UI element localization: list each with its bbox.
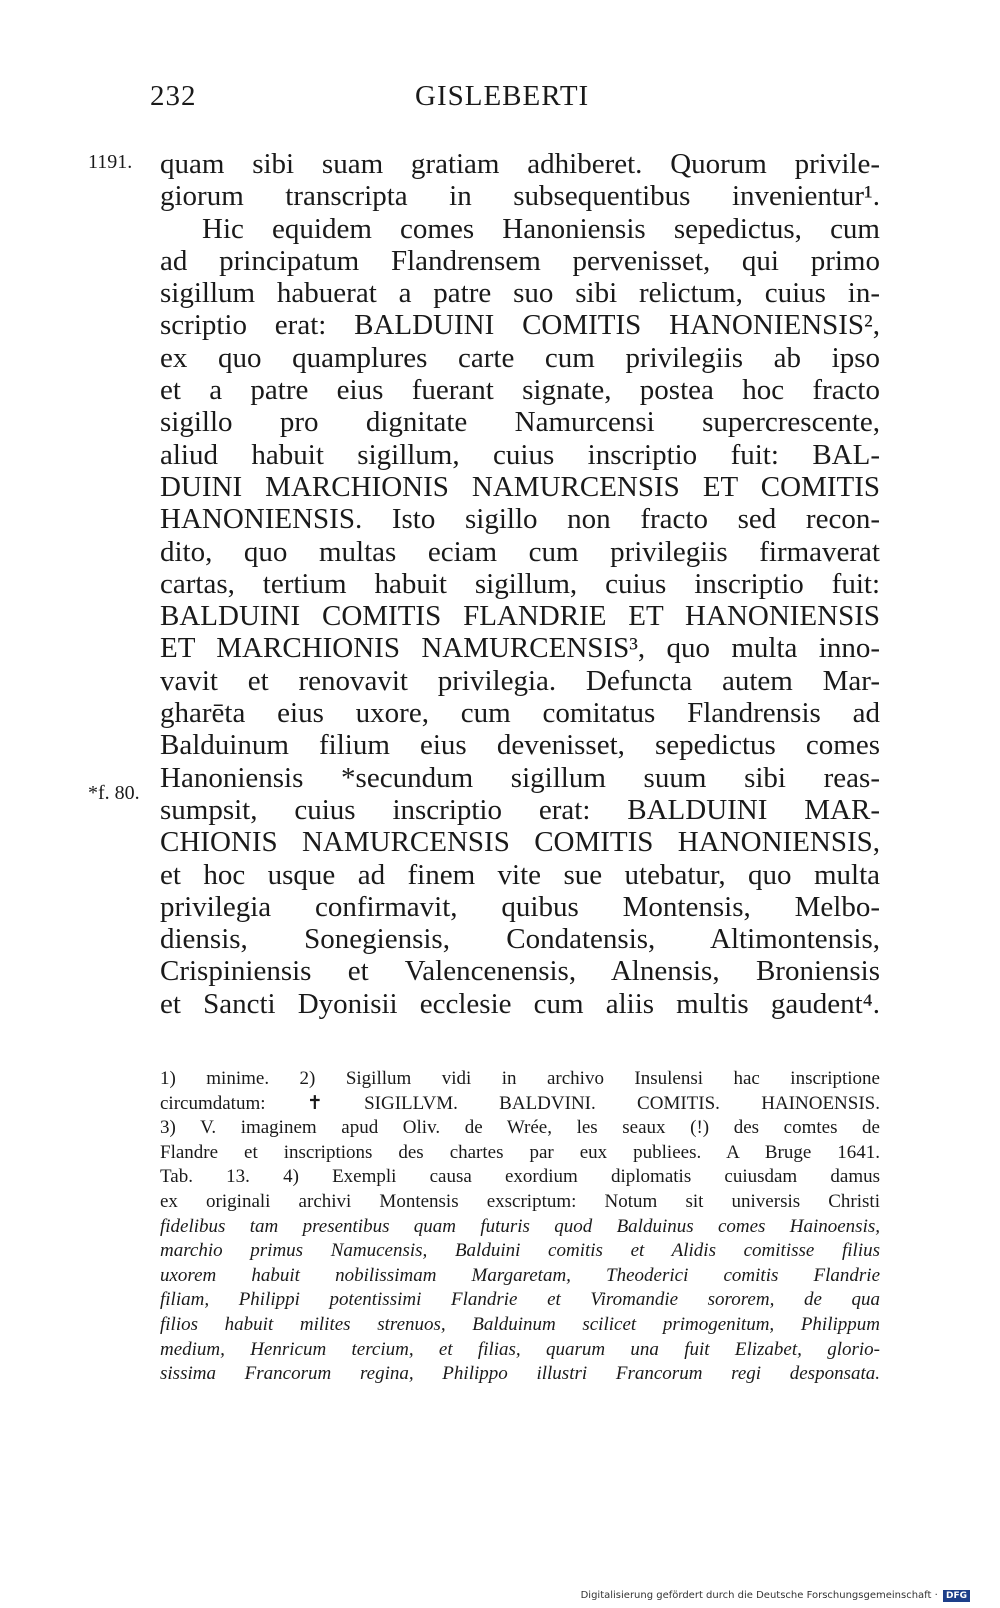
- text-line: BALDUINI COMITIS FLANDRIE ET HANONIENSIS: [160, 600, 880, 633]
- text-line: sumpsit, cuius inscriptio erat: BALDUINI MAR-: [160, 793, 880, 826]
- text-line: CHIONIS NAMURCENSIS COMITIS HANONIENSIS,: [160, 826, 880, 859]
- footnote-line: medium, Henricum tercium, et filias, quarum una fuit Elizabet, glorio-: [160, 1338, 880, 1360]
- text-line: scriptio erat: BALDUINI COMITIS HANONIENSIS²,: [160, 309, 880, 342]
- text-line: Balduinum filium eius devenisset, sepedictus comes: [160, 729, 880, 762]
- text-line: aliud habuit sigillum, cuius inscriptio fuit: BAL-: [160, 438, 880, 471]
- text-line: ex quo quamplures carte cum privilegiis ab ipso: [160, 341, 880, 374]
- text-line: cartas, tertium habuit sigillum, cuius inscriptio fuit:: [160, 567, 880, 600]
- text-line: diensis, Sonegiensis, Condatensis, Altimontensis,: [160, 923, 880, 956]
- text-line: sigillum habuerat a patre suo sibi relictum, cuius in-: [160, 277, 880, 310]
- text-line: ad principatum Flandrensem pervenisset, qui primo: [160, 244, 880, 277]
- text-line: dito, quo multas eciam cum privilegiis firmaverat: [160, 535, 880, 568]
- page-number: 232: [150, 80, 197, 112]
- running-title: GISLEBERTI: [415, 80, 590, 112]
- footnote-line: 3) V. imaginem apud Oliv. de Wrée, les seaux (!) des comtes de: [160, 1117, 880, 1139]
- margin-folio: *f. 80.: [88, 782, 140, 804]
- footnote-line: marchio primus Namucensis, Balduini comitis et Alidis comitisse filius: [160, 1240, 880, 1262]
- text-line: ET MARCHIONIS NAMURCENSIS³, quo multa inno-: [160, 632, 880, 665]
- text-line: et Sancti Dyonisii ecclesie cum aliis multis gaudent⁴.: [160, 987, 880, 1020]
- page-header: [0, 80, 1000, 120]
- footnote-line: circumdatum: ✝ SIGILLVM. BALDVINI. COMITIS. HAINOENSIS.: [160, 1092, 880, 1114]
- footnote-line: Flandre et inscriptions des chartes par eux publiees. A Bruge 1641.: [160, 1141, 880, 1163]
- footnote-line: uxorem habuit nobilissimam Margaretam, Theoderici comitis Flandrie: [160, 1264, 880, 1286]
- text-line: giorum transcripta in subsequentibus invenientur¹.: [160, 180, 880, 213]
- text-line: HANONIENSIS. Isto sigillo non fracto sed recon-: [160, 503, 880, 536]
- text-line: et a patre eius fuerant signate, postea hoc fracto: [160, 374, 880, 407]
- margin-year: 1191.: [88, 151, 133, 173]
- text-line: et hoc usque ad finem vite sue utebatur, quo multa: [160, 858, 880, 891]
- text-line: privilegia confirmavit, quibus Montensis, Melbo-: [160, 890, 880, 923]
- main-text: [160, 148, 880, 1020]
- text-line: Hic equidem comes Hanoniensis sepedictus, cum: [202, 212, 880, 245]
- text-line: DUINI MARCHIONIS NAMURCENSIS ET COMITIS: [160, 470, 880, 503]
- text-line: vavit et renovavit privilegia. Defuncta autem Mar-: [160, 664, 880, 697]
- footnotes: [160, 1067, 880, 1387]
- text-line: Hanoniensis *secundum sigillum suum sibi reas-: [160, 761, 880, 794]
- text-line: quam sibi suam gratiam adhiberet. Quorum privile-: [160, 148, 880, 180]
- footnote-line: 1) minime. 2) Sigillum vidi in archivo Insulensi hac inscriptione: [160, 1068, 880, 1089]
- footnote-line: ex originali archivi Montensis exscriptum: Notum sit universis Christi: [160, 1190, 880, 1212]
- text-line: sigillo pro dignitate Namurcensi supercrescente,: [160, 406, 880, 439]
- text-line: gharēta eius uxore, cum comitatus Flandrensis ad: [160, 697, 880, 730]
- text-line: Crispiniensis et Valencenensis, Alnensis, Broniensis: [160, 955, 880, 988]
- footnote-line: Tab. 13. 4) Exempli causa exordium diplomatis cuiusdam damus: [160, 1166, 880, 1188]
- footnote-line: filios habuit milites strenuos, Balduinum scilicet primogenitum, Philippum: [160, 1313, 880, 1335]
- digitization-credit: [581, 1590, 970, 1602]
- footnote-line: filiam, Philippi potentissimi Flandrie et Viromandie sororem, de qua: [160, 1289, 880, 1311]
- dfg-logo: DFG: [943, 1590, 970, 1602]
- footnote-line: sissima Francorum regina, Philippo illustri Francorum regi desponsata.: [160, 1363, 880, 1385]
- footnote-line: fidelibus tam presentibus quam futuris quod Balduinus comes Hainoensis,: [160, 1215, 880, 1237]
- credit-text: Digitalisierung gefördert durch die Deutsche Forschungsgemeinschaft ·: [580, 1590, 938, 1601]
